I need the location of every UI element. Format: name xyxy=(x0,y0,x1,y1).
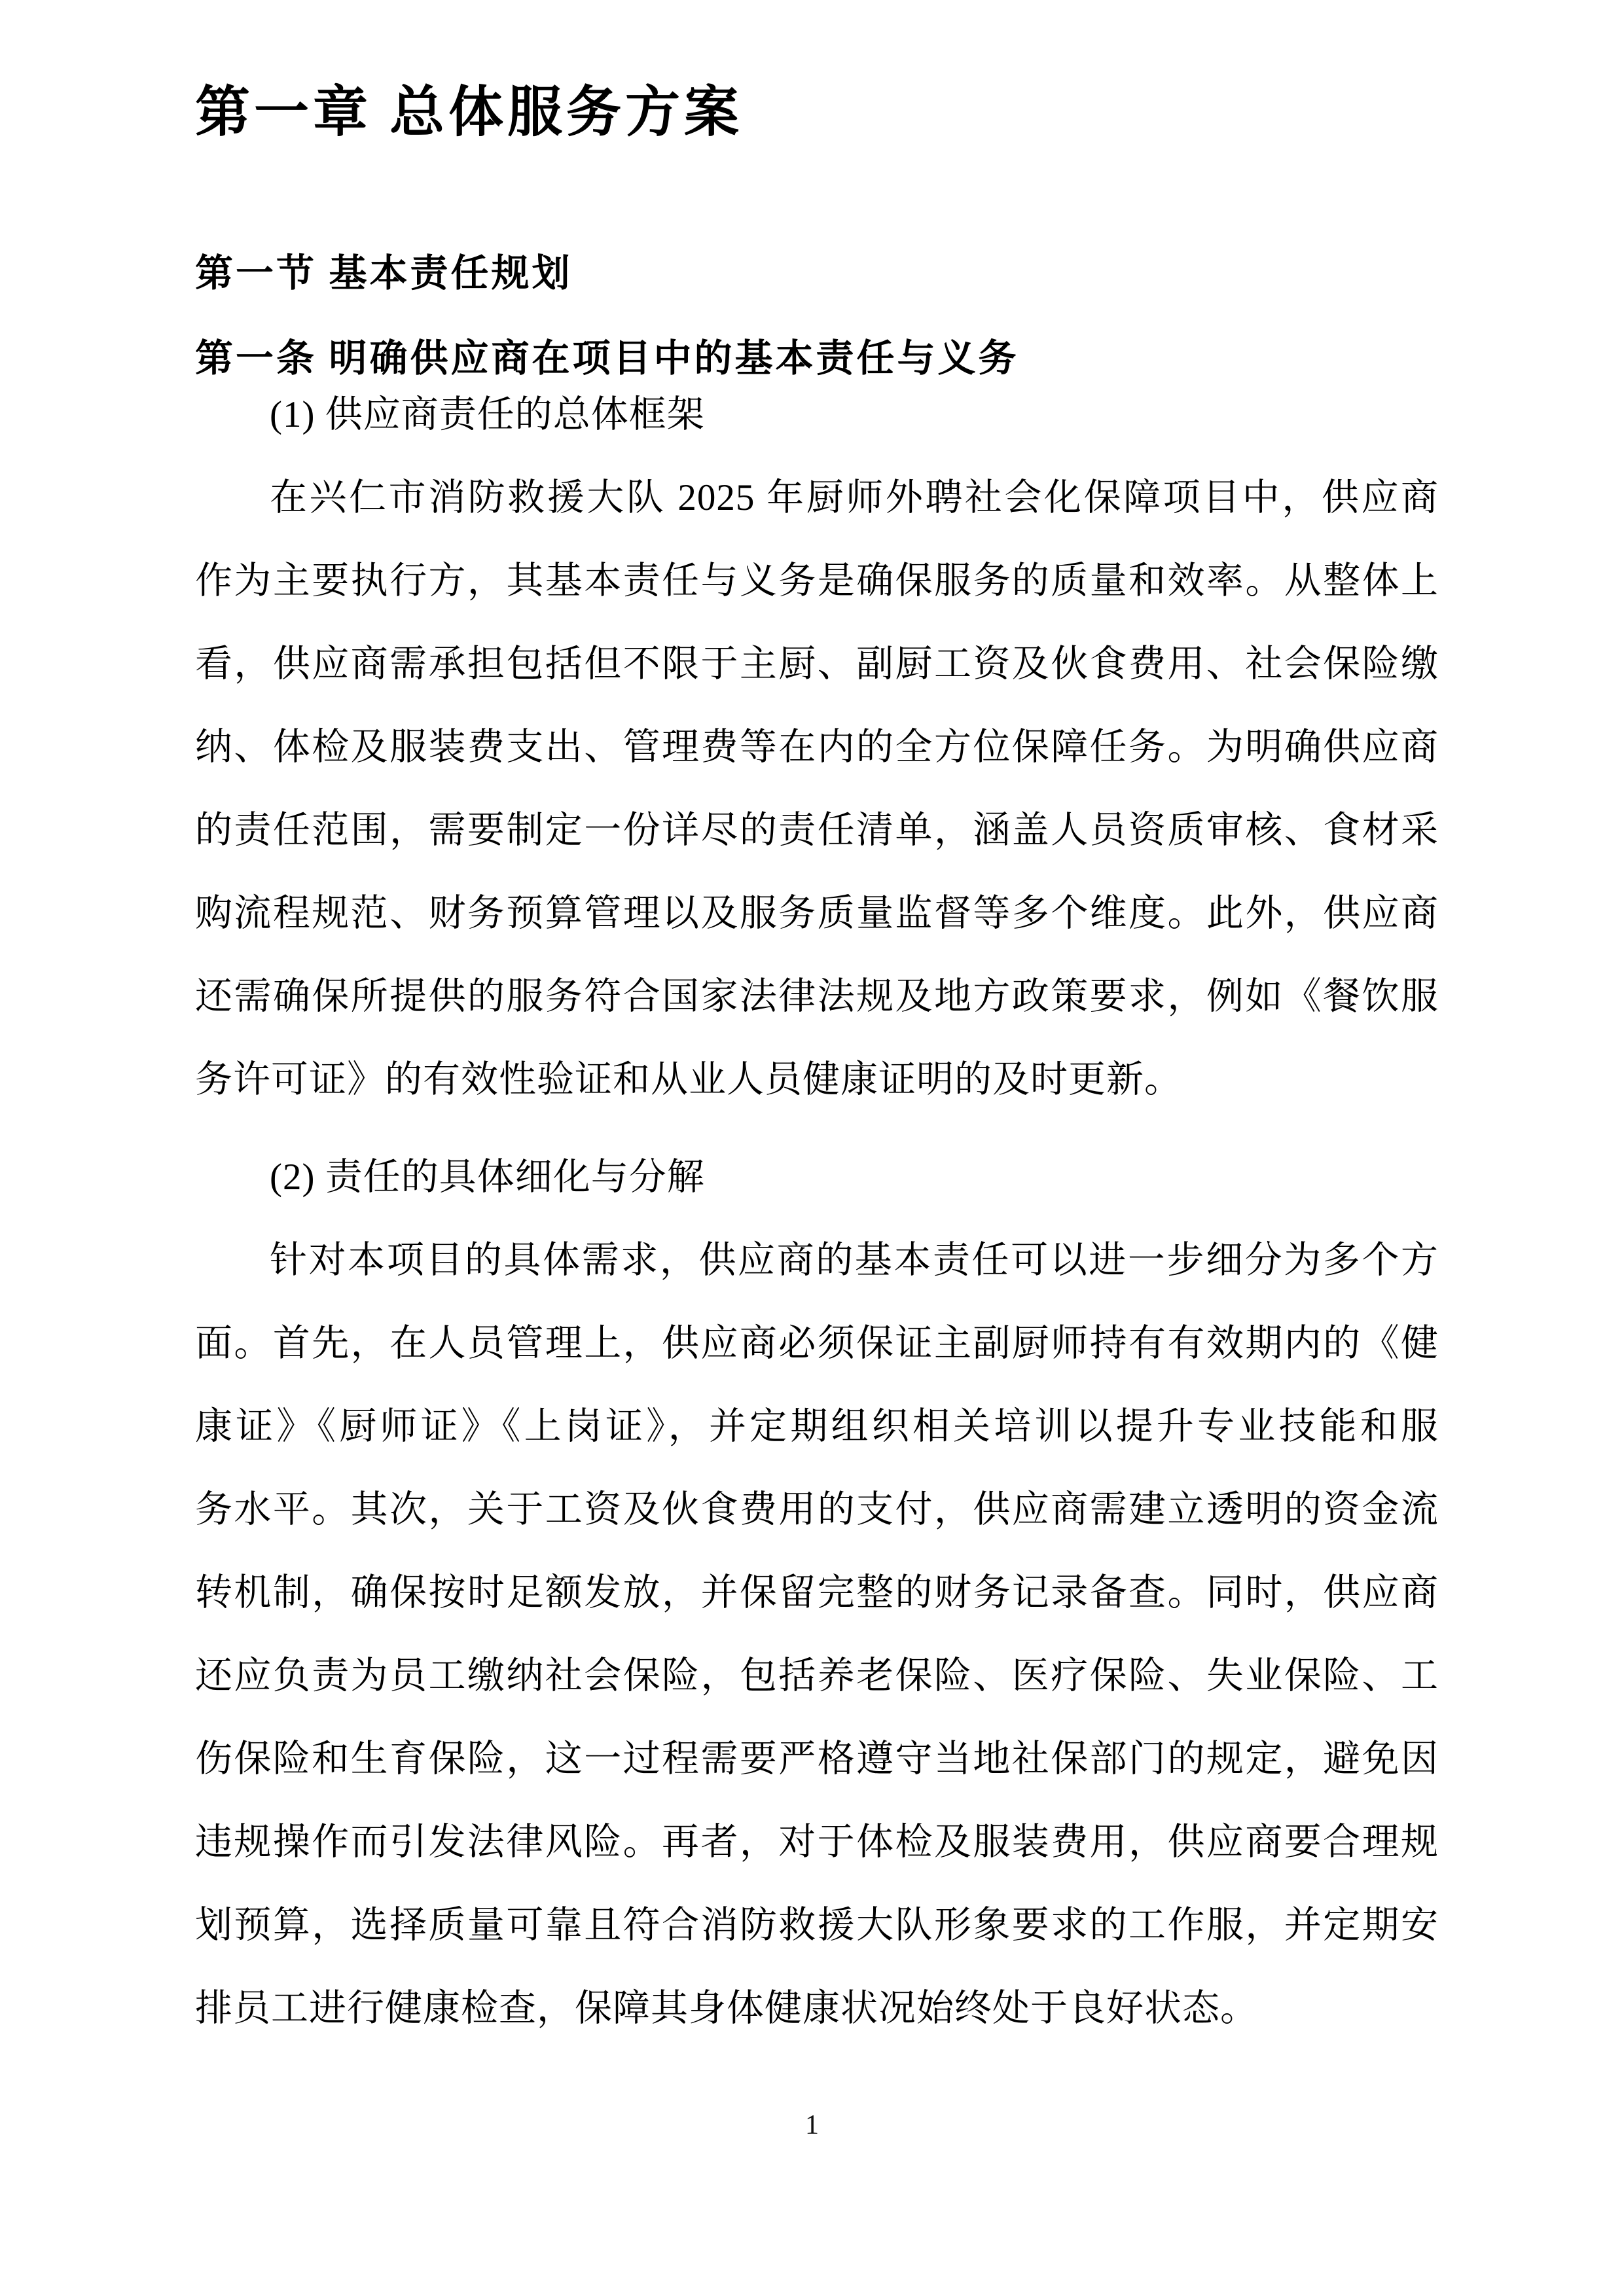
text-line: 还需确保所提供的服务符合国家法律法规及地方政策要求，例如《餐饮服 xyxy=(195,976,1439,1017)
text-line: 伤保险和生育保险，这一过程需要严格遵守当地社保部门的规定，避免因 xyxy=(195,1738,1439,1780)
paragraph xyxy=(195,1219,1439,2050)
text-line: 在兴仁市消防救援大队 2025 年厨师外聘社会化保障项目中，供应商 xyxy=(270,477,1439,518)
text-line: 购流程规范、财务预算管理以及服务质量监督等多个维度。此外，供应商 xyxy=(195,893,1439,934)
text-line: 康证》《厨师证》《上岗证》，并定期组织相关培训以提升专业技能和服 xyxy=(195,1406,1439,1447)
paragraph xyxy=(195,456,1439,1121)
page-number: 1 xyxy=(805,2110,819,2140)
text-line: 还应负责为员工缴纳社会保险，包括养老保险、医疗保险、失业保险、工 xyxy=(195,1655,1439,1696)
text-line: 务水平。其次，关于工资及伙食费用的支付，供应商需建立透明的资金流 xyxy=(195,1489,1439,1530)
section-heading: 第一节 基本责任规划 xyxy=(195,252,573,295)
chapter-heading: 第一章 总体服务方案 xyxy=(195,82,744,143)
document-body xyxy=(195,373,1439,2050)
text-line: 划预算，选择质量可靠且符合消防救援大队形象要求的工作服，并定期安 xyxy=(195,1905,1439,1946)
text-line: 排员工进行健康检查，保障其身体健康状况始终处于良好状态。 xyxy=(195,1988,1258,2029)
text-line: 纳、体检及服装费支出、管理费等在内的全方位保障任务。为明确供应商 xyxy=(195,726,1439,768)
paragraph-subheading: (2) 责任的具体细化与分解 xyxy=(270,1157,705,1198)
text-line: 转机制，确保按时足额发放，并保留完整的财务记录备查。同时，供应商 xyxy=(195,1572,1439,1613)
text-line: 面。首先，在人员管理上，供应商必须保证主副厨师持有有效期内的《健 xyxy=(195,1323,1439,1364)
document-content xyxy=(195,77,1439,2050)
text-line: 针对本项目的具体需求，供应商的基本责任可以进一步细分为多个方 xyxy=(270,1240,1439,1281)
text-line: 务许可证》的有效性验证和从业人员健康证明的及时更新。 xyxy=(195,1059,1182,1100)
paragraph-subheading: (1) 供应商责任的总体框架 xyxy=(270,394,705,435)
text-line: 作为主要执行方，其基本责任与义务是确保服务的质量和效率。从整体上 xyxy=(195,560,1439,601)
text-line: 看，供应商需承担包括但不限于主厨、副厨工资及伙食费用、社会保险缴 xyxy=(195,643,1439,685)
text-line: 违规操作而引发法律风险。再者，对于体检及服装费用，供应商要合理规 xyxy=(195,1821,1439,1863)
article-heading: 第一条 明确供应商在项目中的基本责任与义务 xyxy=(195,337,1019,380)
text-line: 的责任范围，需要制定一份详尽的责任清单，涵盖人员资质审核、食材采 xyxy=(195,810,1439,851)
